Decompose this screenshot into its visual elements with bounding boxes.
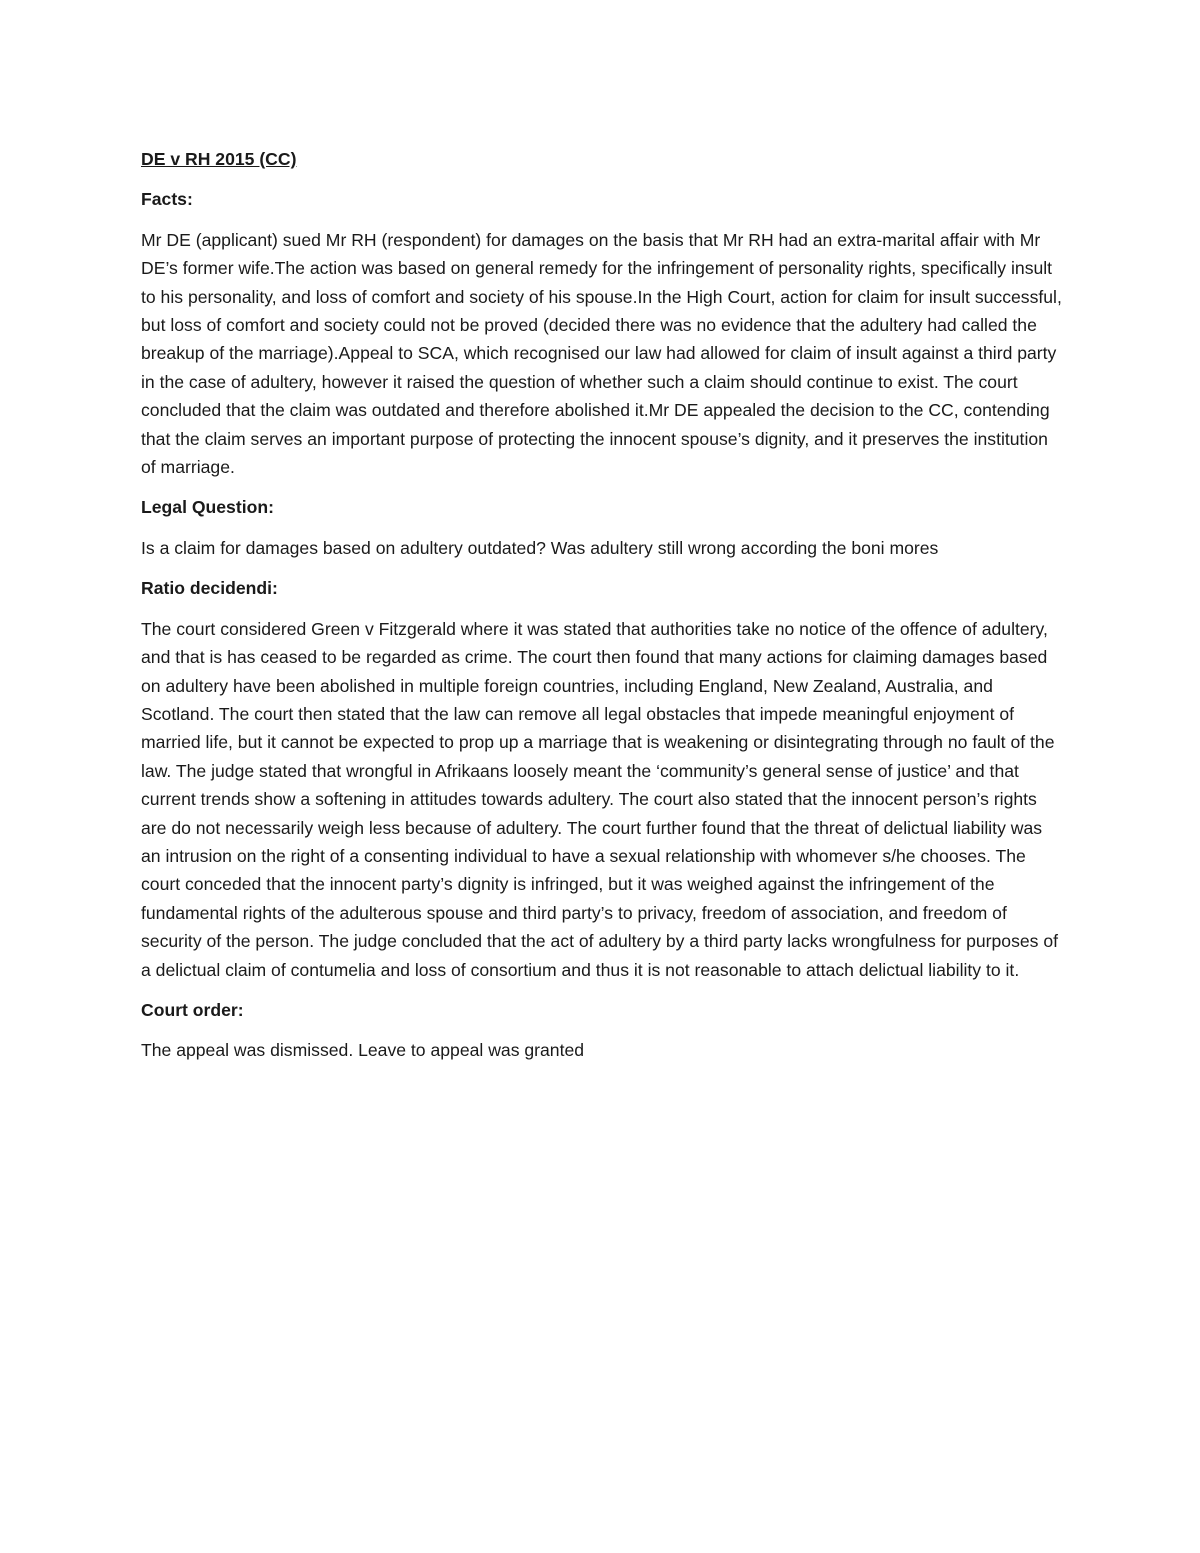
court-order-heading: Court order:	[141, 999, 244, 1020]
document-body	[141, 145, 1066, 1077]
facts-heading: Facts:	[141, 189, 193, 210]
ratio-decidendi-heading: Ratio decidendi:	[141, 578, 278, 599]
legal-question-heading: Legal Question:	[141, 497, 274, 518]
ratio-decidendi-paragraph: The court considered Green v Fitzgerald where it was stated that authorities take no notice of the offence of adultery, and that is has ceased to be regarded as crime. The court then found that many actions for claiming damages based on adultery have been abolished in multiple foreign countries, including England, New Zealand, Australia, and Scotland. The court then stated that the law can remove all legal obstacles that impede meaningful enjoyment of married life, but it cannot be expected to prop up a marriage that is weakening or disintegrating through no fault of the law. The judge stated that wrongful in Afrikaans loosely meant the ‘community’s general sense of justice’ and that current trends show a softening in attitudes towards adultery. The court also stated that the innocent person’s rights are do not necessarily weigh less because of adultery. The court further found that the threat of delictual liability was an intrusion on the right of a consenting individual to have a sexual relationship with whomever s/he chooses. The court conceded that the innocent party’s dignity is infringed, but it was weighed against the infringement of the fundamental rights of the adulterous spouse and third party’s to privacy, freedom of association, and freedom of security of the person. The judge concluded that the act of adultery by a third party lacks wrongfulness for purposes of a delictual claim of contumelia and loss of consortium and thus it is not reasonable to attach delictual liability to it.	[141, 618, 1059, 980]
facts-paragraph: Mr DE (applicant) sued Mr RH (respondent) for damages on the basis that Mr RH had an extra-marital affair with Mr DE’s former wife.The action was based on general remedy for the infringement of personality rights, specifically insult to his personality, and loss of comfort and society of his spouse.In the High Court, action for claim for insult successful, but loss of comfort and society could not be proved (decided there was no evidence that the adultery had called the breakup of the marriage).Appeal to SCA, which recognised our law had allowed for claim of insult against a third party in the case of adultery, however it raised the question of whether such a claim should continue to exist. The court concluded that the claim was outdated and therefore abolished it.Mr DE appealed the decision to the CC, contending that the claim serves an important purpose of protecting the innocent spouse’s dignity, and it preserves the institution of marriage.	[141, 229, 1062, 478]
court-order-paragraph: The appeal was dismissed. Leave to appeal was granted	[141, 1040, 585, 1061]
legal-question-paragraph: Is a claim for damages based on adultery outdated? Was adultery still wrong according the boni mores	[141, 537, 939, 558]
case-title: DE v RH 2015 (CC)	[141, 149, 297, 169]
